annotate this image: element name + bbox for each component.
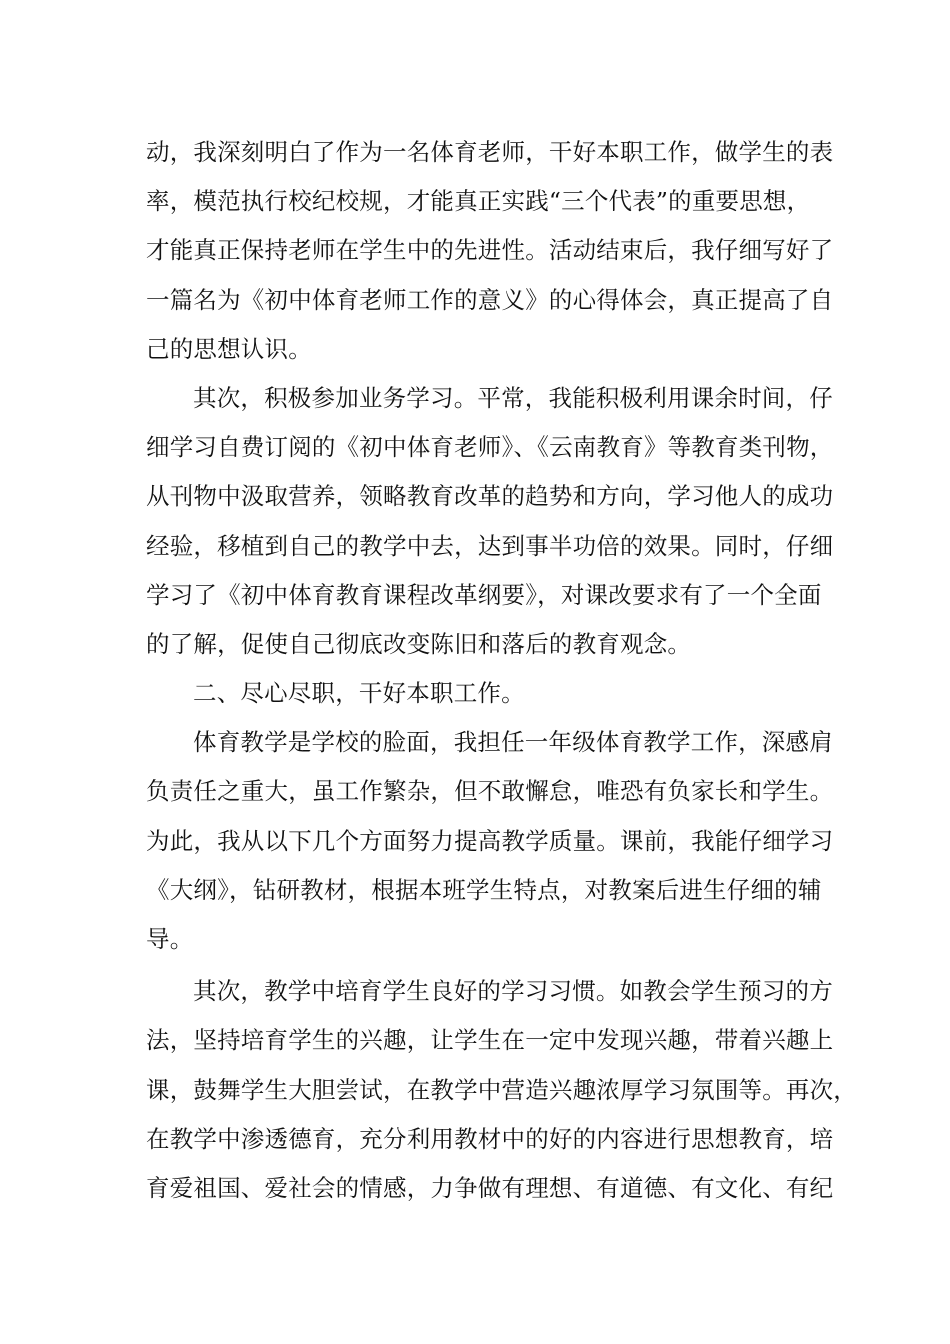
text-line: 从刊物中汲取营养，领略教育改革的趋势和方向，学习他人的成功 [146, 482, 834, 511]
text-line: 为此，我从以下几个方面努力提高教学质量。课前，我能仔细学习 [146, 826, 834, 855]
text-line: 才能真正保持老师在学生中的先进性。活动结束后，我仔细写好了 [146, 236, 834, 265]
text-line: 课，鼓舞学生大胆尝试，在教学中营造兴趣浓厚学习氛围等。再次， [146, 1075, 857, 1104]
text-line: 《大纲》，钻研教材，根据本班学生特点，对教案后进生仔细的辅 [146, 875, 822, 904]
section-heading [146, 669, 826, 718]
text-line: 一篇名为《初中体育老师工作的意义》的心得体会，真正提高了自 [146, 285, 834, 314]
paragraph [146, 374, 834, 669]
text-line: 己的思想认识。 [146, 334, 312, 363]
text-line: 率，模范执行校纪校规，才能真正实践“三个代表”的重要思想， [146, 187, 811, 216]
text-line: 其次，积极参加业务学习。平常，我能积极利用课余时间，仔 [193, 383, 833, 412]
paragraph [146, 718, 834, 964]
text-line: 导。 [146, 925, 194, 953]
text-line: 在教学中渗透德育，充分利用教材中的好的内容进行思想教育，培 [146, 1124, 834, 1153]
text-line: 二、尽心尽职，干好本职工作。 [193, 679, 525, 708]
text-line: 学习了《初中体育教育课程改革纲要》，对课改要求有了一个全面 [146, 580, 822, 609]
text-line: 育爱祖国、爱社会的情感，力争做有理想、有道德、有文化、有纪 [146, 1173, 834, 1202]
text-line: 体育教学是学校的脸面，我担任一年级体育教学工作，深感肩 [193, 728, 833, 757]
text-line: 其次，教学中培育学生良好的学习习惯。如教会学生预习的方 [193, 977, 833, 1006]
text-line: 的了解，促使自己彻底改变陈旧和落后的教育观念。 [146, 629, 692, 658]
paragraph [146, 128, 834, 374]
text-line: 动，我深刻明白了作为一名体育老师，干好本职工作，做学生的表 [146, 138, 834, 166]
paragraph [146, 967, 857, 1213]
text-line: 负责任之重大，虽工作繁杂，但不敢懈怠，唯恐有负家长和学生。 [146, 777, 834, 806]
document-body [146, 128, 857, 1213]
text-line: 细学习自费订阅的《初中体育老师》、《云南教育》等教育类刊物， [146, 433, 834, 462]
text-line: 法，坚持培育学生的兴趣，让学生在一定中发现兴趣，带着兴趣上 [146, 1026, 834, 1055]
text-line: 经验，移植到自己的教学中去，达到事半功倍的效果。同时，仔细 [146, 531, 834, 560]
